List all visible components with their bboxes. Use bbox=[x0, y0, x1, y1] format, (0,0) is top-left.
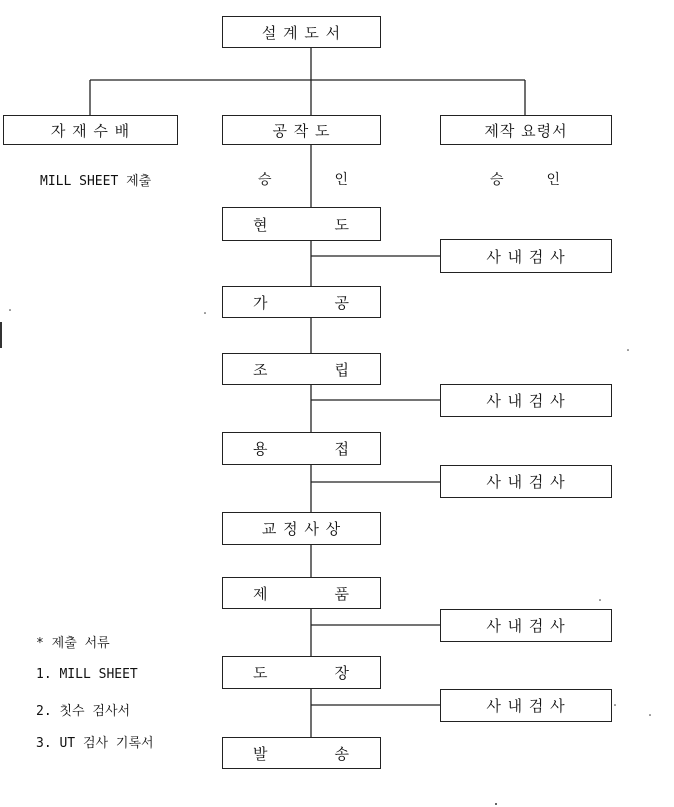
inspection-box bbox=[440, 465, 612, 498]
note-item: 1. MILL SHEET bbox=[36, 667, 138, 682]
work-drawing-box bbox=[222, 115, 381, 145]
inspection-box bbox=[440, 384, 612, 417]
inspection-label: 사 내 검 사 bbox=[486, 697, 566, 715]
material-procurement-box bbox=[3, 115, 178, 145]
design-documents-box bbox=[222, 16, 381, 48]
fabrication-spec-box bbox=[440, 115, 612, 145]
note-item: 2. 칫수 검사서 bbox=[36, 704, 131, 719]
inspection-label: 사 내 검 사 bbox=[486, 473, 566, 491]
mill-sheet-label: MILL SHEET 제출 bbox=[40, 174, 152, 189]
inspection-box bbox=[440, 239, 612, 273]
inspection-label: 사 내 검 사 bbox=[486, 392, 566, 410]
step-char-1: 용 bbox=[253, 440, 269, 458]
step-painting bbox=[222, 656, 381, 689]
inspection-box bbox=[440, 689, 612, 722]
inspection-box bbox=[440, 609, 612, 642]
step-char-1: 도 bbox=[253, 664, 269, 682]
step-assembly bbox=[222, 353, 381, 385]
inspection-label: 사 내 검 사 bbox=[486, 617, 566, 635]
design-documents-label: 설 계 도 서 bbox=[261, 23, 342, 42]
step-label: 교 정 사 상 bbox=[261, 520, 342, 538]
step-full-size-drawing bbox=[222, 207, 381, 241]
note-item: 3. UT 검사 기록서 bbox=[36, 736, 154, 751]
notes-heading: * 제출 서류 bbox=[36, 636, 110, 651]
step-char-2: 립 bbox=[334, 360, 350, 379]
step-char-1: 제 bbox=[253, 584, 269, 603]
step-char-2: 품 bbox=[334, 584, 350, 603]
step-product bbox=[222, 577, 381, 609]
approval-char-1: 승 bbox=[258, 172, 272, 188]
step-char-2: 도 bbox=[334, 215, 350, 234]
approval-spec bbox=[490, 169, 560, 189]
approval-char-2: 인 bbox=[334, 172, 348, 188]
material-procurement-label: 자 재 수 배 bbox=[50, 121, 131, 140]
step-char-1: 가 bbox=[253, 293, 269, 312]
step-char-2: 공 bbox=[334, 293, 350, 312]
step-char-1: 발 bbox=[253, 744, 269, 763]
approval-char-2: 인 bbox=[546, 172, 560, 188]
step-welding bbox=[222, 432, 381, 465]
approval-work-drawing bbox=[258, 169, 348, 189]
fabrication-spec-label: 제작 요령서 bbox=[484, 121, 568, 140]
step-machining bbox=[222, 286, 381, 318]
step-char-2: 장 bbox=[334, 664, 350, 682]
step-char-1: 조 bbox=[253, 360, 269, 379]
step-shipping bbox=[222, 737, 381, 769]
step-char-2: 송 bbox=[334, 744, 350, 763]
approval-char-1: 승 bbox=[490, 172, 504, 188]
scan-edge-mark bbox=[0, 322, 2, 348]
inspection-label: 사 내 검 사 bbox=[486, 247, 566, 266]
step-char-1: 현 bbox=[253, 215, 269, 234]
work-drawing-label: 공 작 도 bbox=[272, 121, 331, 140]
step-char-2: 접 bbox=[334, 440, 350, 458]
step-straightening-finish bbox=[222, 512, 381, 545]
